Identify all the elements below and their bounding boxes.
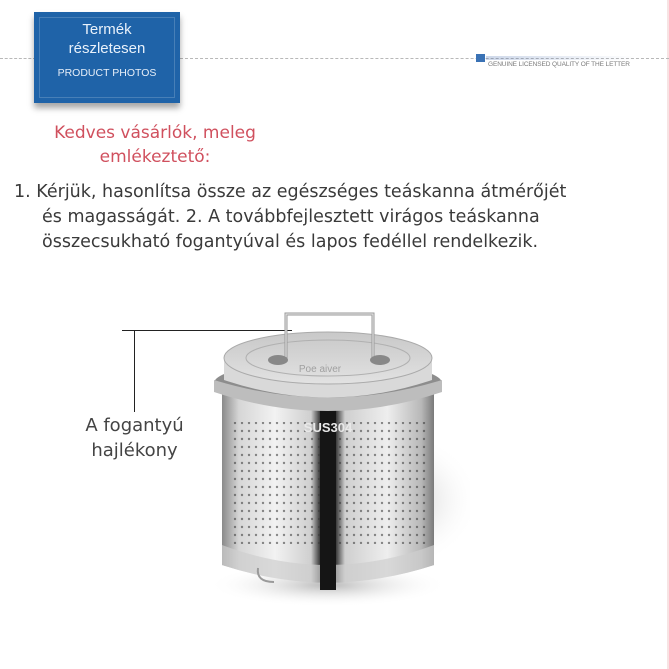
- reminder-line2: emlékeztető:: [99, 147, 211, 167]
- badge-title-line1: Termék: [82, 21, 132, 38]
- callout-line-vertical: [134, 330, 135, 412]
- lid-engraving: Poe aiver: [298, 364, 342, 375]
- description-line2: és magasságát. 2. A továbbfejlesztett virágos teáskanna: [42, 207, 540, 227]
- product-description: [14, 180, 654, 255]
- dashed-divider-left: [0, 58, 36, 59]
- tea-infuser-image: [190, 300, 470, 620]
- customer-reminder-heading: [30, 121, 280, 169]
- badge-title: [34, 20, 180, 58]
- reminder-line1: Kedves vásárlók, meleg: [54, 123, 256, 143]
- description-line3: összecsukható fogantyúval és lapos fedéllel rendelkezik.: [42, 232, 539, 252]
- handle-label-line2: hajlékony: [91, 440, 178, 461]
- product-details-badge: [34, 12, 180, 103]
- body-marking: SUS304: [303, 420, 353, 435]
- badge-title-line2: részletesen: [68, 40, 146, 57]
- decorative-bar: [486, 56, 636, 60]
- blue-square-icon: [476, 54, 485, 62]
- description-line1: 1. Kérjük, hasonlítsa össze az egészséges teáskanna átmérőjét: [14, 182, 567, 202]
- tea-infuser-basket-icon: [190, 300, 470, 620]
- handle-label-line1: A fogantyú: [85, 415, 184, 436]
- licensed-quality-text: GENUINE LICENSED QUALITY OF THE LETTER: [488, 61, 630, 68]
- handle-callout-label: [62, 413, 207, 463]
- badge-subtitle: PRODUCT PHOTOS: [57, 67, 157, 79]
- licensed-quality-tag: [476, 52, 666, 72]
